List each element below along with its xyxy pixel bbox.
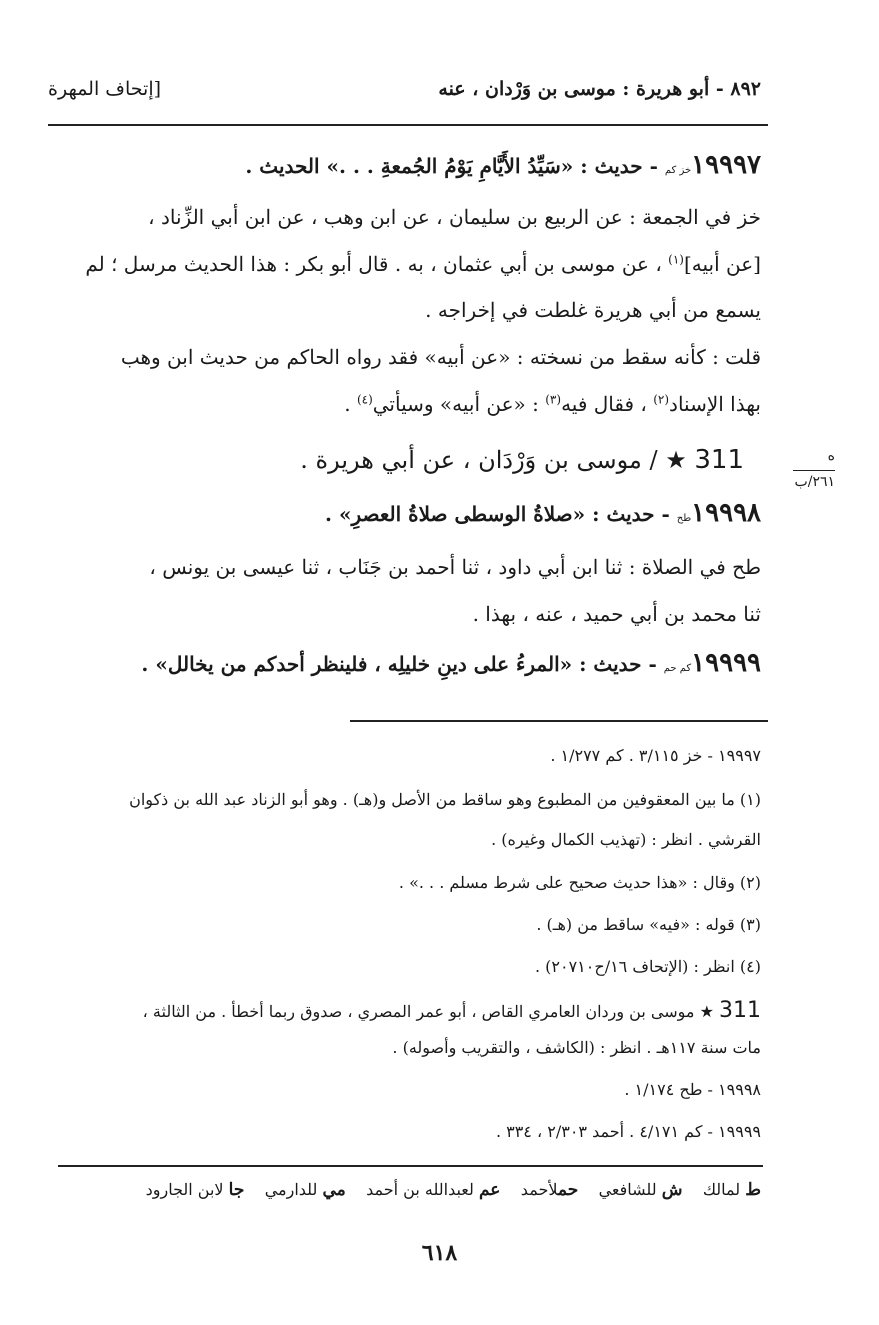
legend-item: جا لابن الجارود [145,1180,245,1200]
legend-item: ش للشافعي [598,1180,683,1200]
body-text: : «عن أبيه» وسيأتي [372,392,539,416]
section-number: 311 [694,445,744,475]
hadith-entry-19999 [141,648,761,678]
footnote-1-cont: القرشي . انظر : (تهذيب الكمال وغيره) . [491,830,761,849]
footnote-ref: (١) [668,252,684,267]
footnote-rule [350,720,768,722]
source-sigla: كم حم [663,663,692,674]
source-sigla: طح [676,513,692,524]
hadith-title: - حديث : «المرءُ على دينِ خليلِه ، فلينظر أحدكم من يخالل» . [141,652,657,676]
legend-rule [58,1165,763,1167]
body-line: ثنا محمد بن أبي حميد ، عنه ، بهذا . [472,602,761,626]
footnote-ref: (٣) [545,392,562,407]
star-icon: ★ [699,1002,714,1021]
hadith-title: - حديث : «صلاةُ الوسطى صلاةُ العصرِ» . [325,502,670,526]
hadith-number: ١٩٩٩٨ [691,498,761,528]
footnote-source: ١٩٩٩٨ - طح ١/١٧٤ . [624,1080,761,1099]
star-icon: ★ [665,446,687,474]
hadith-title: - حديث : «سَيِّدُ الأَيَّامِ يَوْمُ الجُمعةِ . . .» الحديث . [245,154,658,178]
footnote-ref: (٢) [653,392,670,407]
hadith-entry-19997 [245,150,761,180]
body-line [344,392,761,416]
sigla-legend [146,1180,761,1200]
body-line: يسمع من أبي هريرة غلطت في إخراجه . [425,298,761,322]
footnote-311-cont: مات سنة ١١٧هـ . انظر : (الكاشف ، والتقريب وأصوله) . [392,1038,761,1057]
hadith-number: ١٩٩٩٩ [691,648,761,678]
body-line: طح في الصلاة : ثنا ابن أبي داود ، ثنا أحمد بن جَنَاب ، ثنا عيسى بن يونس ، [149,555,761,579]
body-line: خز في الجمعة : عن الربيع بن سليمان ، عن ابن وهب ، عن ابن أبي الزِّناد ، [148,205,761,229]
footnote-3: (٣) قوله : «فيه» ساقط من (هـ) . [536,915,761,934]
footnote-source: ١٩٩٩٧ - خز ٣/١١٥ . كم ١/٢٧٧ . [550,746,761,765]
body-line: قلت : كأنه سقط من نسخته : «عن أبيه» فقد رواه الحاكم من حديث ابن وهب [120,345,761,369]
body-text: بهذا الإسناد [669,392,761,416]
footnote-source: ١٩٩٩٩ - كم ٤/١٧١ . أحمد ٢/٣٠٣ ، ٣٣٤ . [495,1122,761,1141]
footnote-2: (٢) وقال : «هذا حديث صحيح على شرط مسلم . . .» . [398,873,761,892]
section-heading-311 [300,445,744,475]
footnote-text: موسى بن وردان العامري القاص ، أبو عمر المصري ، صدوق ربما أخطأ . من الثالثة ، [142,1002,695,1021]
footnote-1: (١) ما بين المعقوفين من المطبوع وهو ساقط من الأصل و(هـ) . وهو أبو الزناد عبد الله بن ذكوان [129,790,761,809]
legend-item: حملأحمد [520,1180,579,1200]
legend-item: ط لمالك [702,1180,761,1200]
bracket-text: [عن أبيه] [683,252,761,276]
body-text: ، فقال فيه [561,392,647,416]
footnote-ref: (٤) [356,392,373,407]
footnote-4: (٤) انظر : (الإتحاف ١٦/ح٢٠٧١٠) . [534,957,761,976]
margin-rule [793,470,835,471]
header-rule [48,124,768,126]
body-line [85,252,761,276]
header-chapter-title: ٨٩٢ - أبو هريرة : موسى بن وَرْدان ، عنه [438,78,761,100]
legend-item: مي للدارمي [264,1180,346,1200]
legend-item: عم لعبدالله بن أحمد [366,1180,501,1200]
header-book-title: [إتحاف المهرة [48,78,162,100]
hadith-entry-19998 [325,498,761,528]
section-title: / موسى بن وَرْدَان ، عن أبي هريرة . [300,446,658,474]
source-sigla: خز كم [664,165,692,176]
footnote-311 [143,998,761,1023]
page-number: ٦١٨ [421,1240,458,1266]
margin-folio: ٢٦١/ب [794,474,835,490]
body-text: . [344,392,351,416]
body-text: ، عن موسى بن أبي عثمان ، به . قال أبو بكر : هذا الحديث مرسل ؛ لم [85,252,662,276]
margin-mark: ه [827,448,835,464]
section-number: 311 [719,998,761,1023]
hadith-number: ١٩٩٩٧ [691,150,761,180]
